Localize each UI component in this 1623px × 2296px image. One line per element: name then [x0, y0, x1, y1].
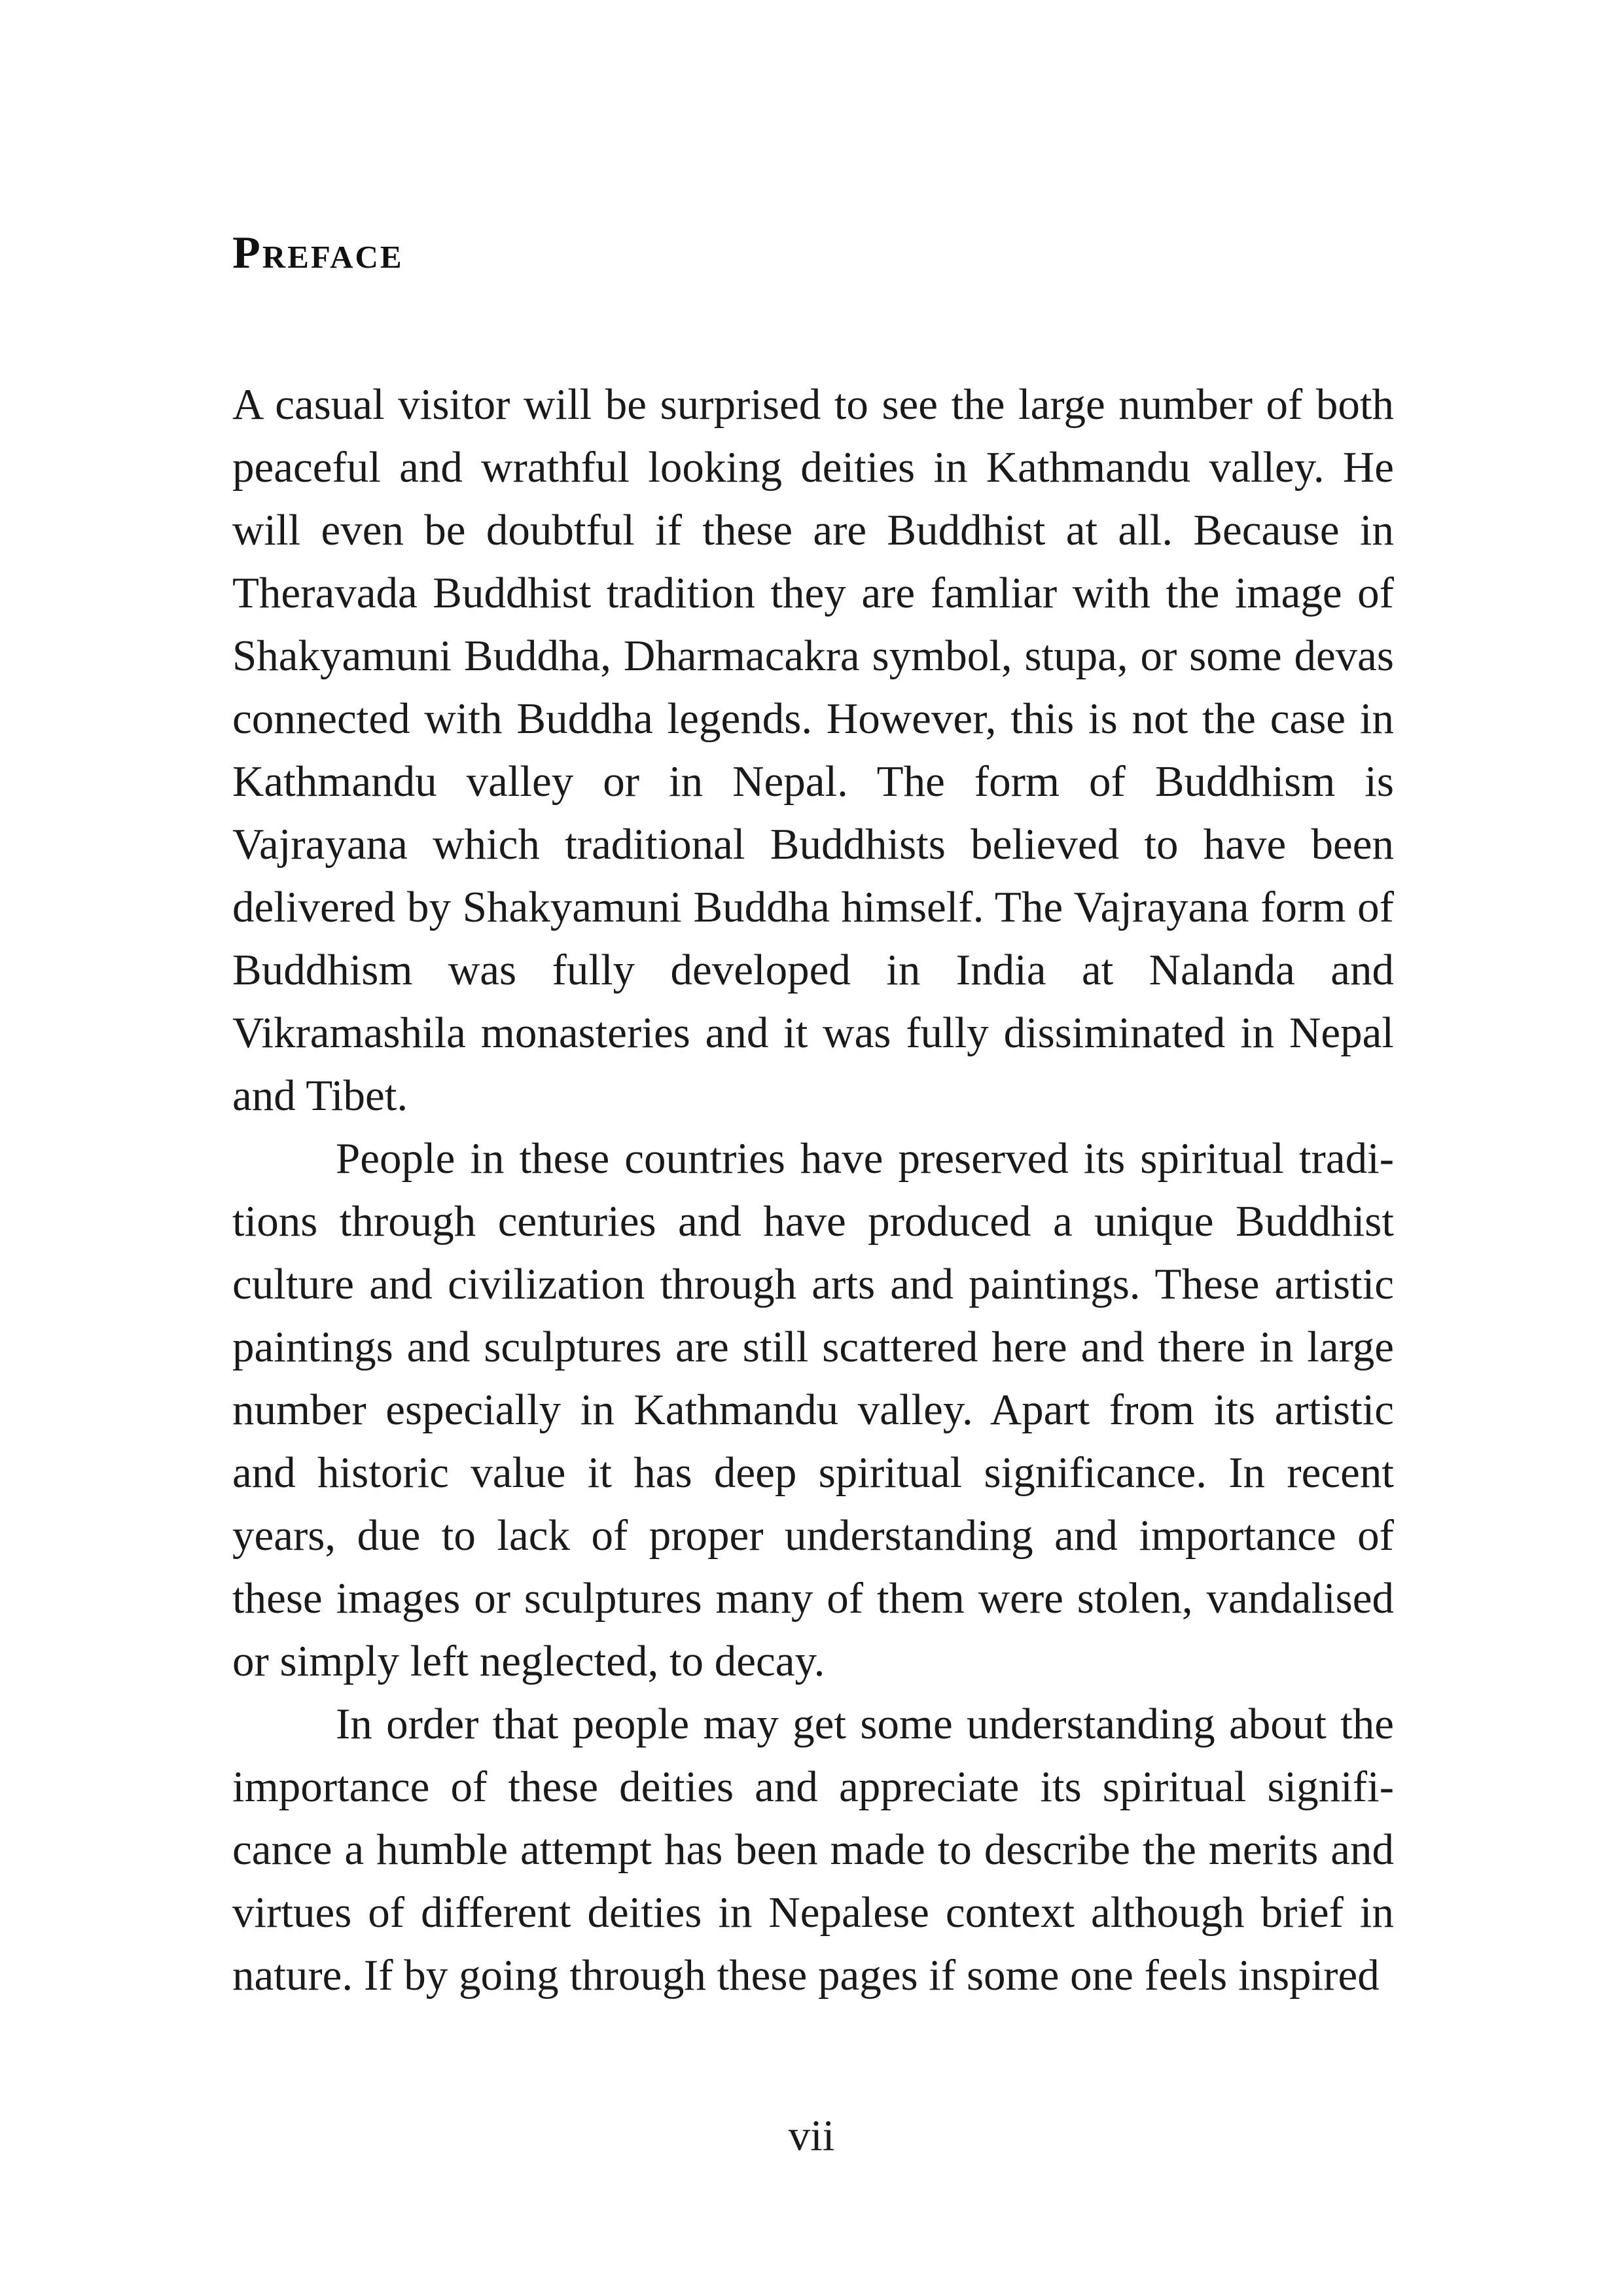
paragraph-2: People in these countries have preserved its spiritual traditions through centuries and have produced a unique Buddhist culture and civilization through arts and paintings. These artistic paintings and sculptures are still scattered here and there in large number especially in Kathmandu valley. Apart from its artistic and historic value it has deep spiritual significance. In recent years, due to lack of proper understanding and importance of these images or sculptures many of them were stolen, vandalised or simply left neglected, to decay.	[232, 1134, 1394, 1685]
paragraph-1: A casual visitor will be surprised to see the large number of both peaceful and wrathful looking deities in Kathmandu valley. He will even be doubtful if these are Buddhist at all. Because in Theravada Buddhist tradition they are famliar with the image of Shakyamuni Buddha, Dharmacakra symbol, stupa, or some devas connected with Buddha legends. However, this is not the case in Kathmandu valley or in Nepal. The form of Buddhism is Vajrayana which traditional Buddhists believed to have been delivered by Shakyamuni Buddha himself. The Vajrayana form of Buddhism was fully developed in India at Nalanda and Vikramashila monasteries and it was fully dissiminated in Nepal and Tibet.	[232, 380, 1394, 1120]
paragraph-3: In order that people may get some understanding about the importance of these deities and appreciate its spiritual significance a humble attempt has been made to describe the merits and virtues of different deities in Nepalese context although brief in nature. If by going through these pages if some one feels inspired	[232, 1700, 1394, 2000]
page-number: vii	[788, 2111, 835, 2160]
body-text	[232, 373, 1394, 2007]
chapter-heading: Preface	[232, 228, 404, 278]
